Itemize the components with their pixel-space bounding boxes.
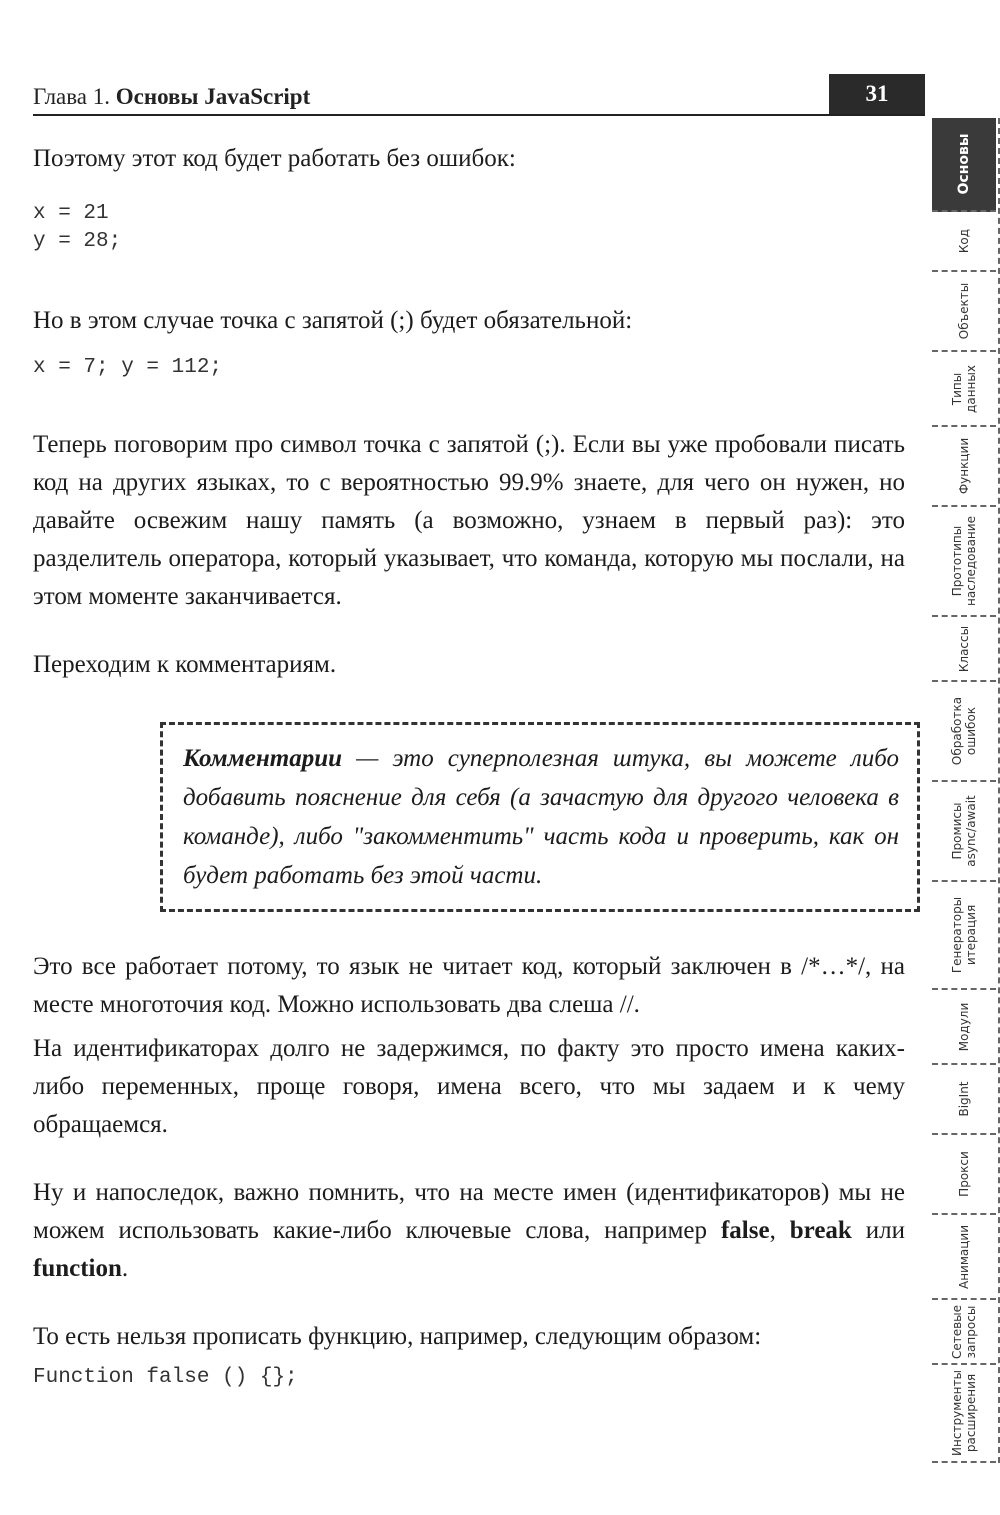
- paragraph-2: Но в этом случае точка с запятой (;) будет обязательной:: [33, 307, 633, 334]
- callout-text: [183, 739, 899, 895]
- side-tab-classes[interactable]: [932, 617, 996, 682]
- side-tab-objects[interactable]: [932, 272, 996, 352]
- callout-term: Комментарии: [183, 745, 343, 772]
- running-header: [33, 78, 925, 116]
- side-tab-bigint[interactable]: [932, 1065, 996, 1135]
- paragraph-7-text: Ну и напоследок, важно помнить, что на месте имен (идентификаторов) мы не можем использовать какие-либо ключевые слова, например: [33, 1179, 905, 1244]
- side-tab-basics[interactable]: [932, 118, 996, 212]
- side-tab-generators[interactable]: [932, 882, 996, 990]
- header-text: [33, 84, 310, 110]
- side-tab-proxy[interactable]: [932, 1135, 996, 1215]
- side-tab-tools[interactable]: [932, 1365, 996, 1463]
- side-tab-prototypes[interactable]: [932, 507, 996, 617]
- side-tab-label: Прокси: [957, 1151, 971, 1197]
- side-tab-label: BigInt: [957, 1081, 971, 1117]
- side-tab-label: Сетевые запросы: [950, 1304, 978, 1359]
- paragraph-7: [33, 1174, 905, 1288]
- side-tab-label: Промисы async/await: [950, 795, 978, 867]
- side-tab-label: Модули: [957, 1002, 971, 1051]
- paragraph-5: Это все работает потому, то язык не читает код, который заключен в /*…*/, на месте многоточия код. Можно использовать два слеша //.: [33, 953, 905, 1018]
- paragraph-6: На идентификаторах долго не задержимся, по факту это просто имена каких-либо переменных, проще говоря, имена всего, что мы задаем и к чему обращаемся.: [33, 1035, 905, 1138]
- paragraph-8: То есть нельзя прописать функцию, например, следующим образом:: [33, 1323, 762, 1350]
- code-block-1: x = 21 y = 28;: [33, 202, 122, 253]
- side-tab-error-handling[interactable]: [932, 682, 996, 782]
- side-tab-label: Код: [957, 228, 971, 254]
- side-tab-label: Основы: [956, 133, 972, 195]
- side-tab-label: Инструменты расширения: [950, 1370, 978, 1456]
- side-tab-label: Типы данных: [950, 364, 978, 413]
- callout-definition: — это суперполезная штука, вы можете либо добавить пояснение для себя (а зачастую для другого человека в команде), либо "закомментить" часть кода и проверить, как он будет работать без этой части.: [183, 745, 899, 889]
- definition-callout: [160, 722, 920, 912]
- side-tab-animations[interactable]: [932, 1215, 996, 1300]
- code-block-3: Function false () {};: [33, 1366, 298, 1389]
- side-tab-label: Функции: [957, 437, 971, 495]
- chapter-title: Основы JavaScript: [115, 84, 311, 109]
- chapter-label: Глава 1.: [33, 84, 111, 109]
- side-tab-label: Классы: [957, 625, 971, 672]
- side-tab-modules[interactable]: [932, 990, 996, 1065]
- side-tab-network[interactable]: [932, 1300, 996, 1365]
- keyword-separator-2: или: [851, 1217, 906, 1244]
- side-tab-code[interactable]: [932, 212, 996, 272]
- paragraph-4: Переходим к комментариям.: [33, 651, 337, 678]
- paragraph-3: Теперь поговорим про символ точка с запятой (;). Если вы уже пробовали писать код на других языках, то с вероятностью 99.9% знаете, для чего он нужен, но давайте освежим нашу память (а возможно, узнаем в первый раз): это разделитель оператора, который указывает, что команда, которую мы послали, на этом моменте заканчивается.: [33, 431, 905, 610]
- chapter-index-sidebar: [932, 118, 1000, 1463]
- side-tab-label: Обработка ошибок: [950, 696, 978, 766]
- keyword-separator-1: ,: [769, 1217, 790, 1244]
- page-number: 31: [829, 74, 925, 114]
- code-block-2: x = 7; y = 112;: [33, 356, 223, 379]
- page-body: [33, 140, 905, 1392]
- keyword-function: function: [33, 1255, 122, 1282]
- side-tab-label: Генераторы итерация: [950, 896, 978, 974]
- paragraph-7-end: .: [121, 1255, 129, 1282]
- side-tab-label: Объекты: [957, 282, 971, 340]
- side-tab-promises[interactable]: [932, 782, 996, 882]
- side-tab-label: Прототипы наследование: [950, 516, 978, 606]
- paragraph-1: Поэтому этот код будет работать без ошибок:: [33, 145, 516, 172]
- side-tab-data-types[interactable]: [932, 352, 996, 427]
- side-tab-label: Анимации: [957, 1224, 971, 1289]
- keyword-break: break: [789, 1217, 852, 1244]
- keyword-false: false: [720, 1217, 770, 1244]
- side-tab-functions[interactable]: [932, 427, 996, 507]
